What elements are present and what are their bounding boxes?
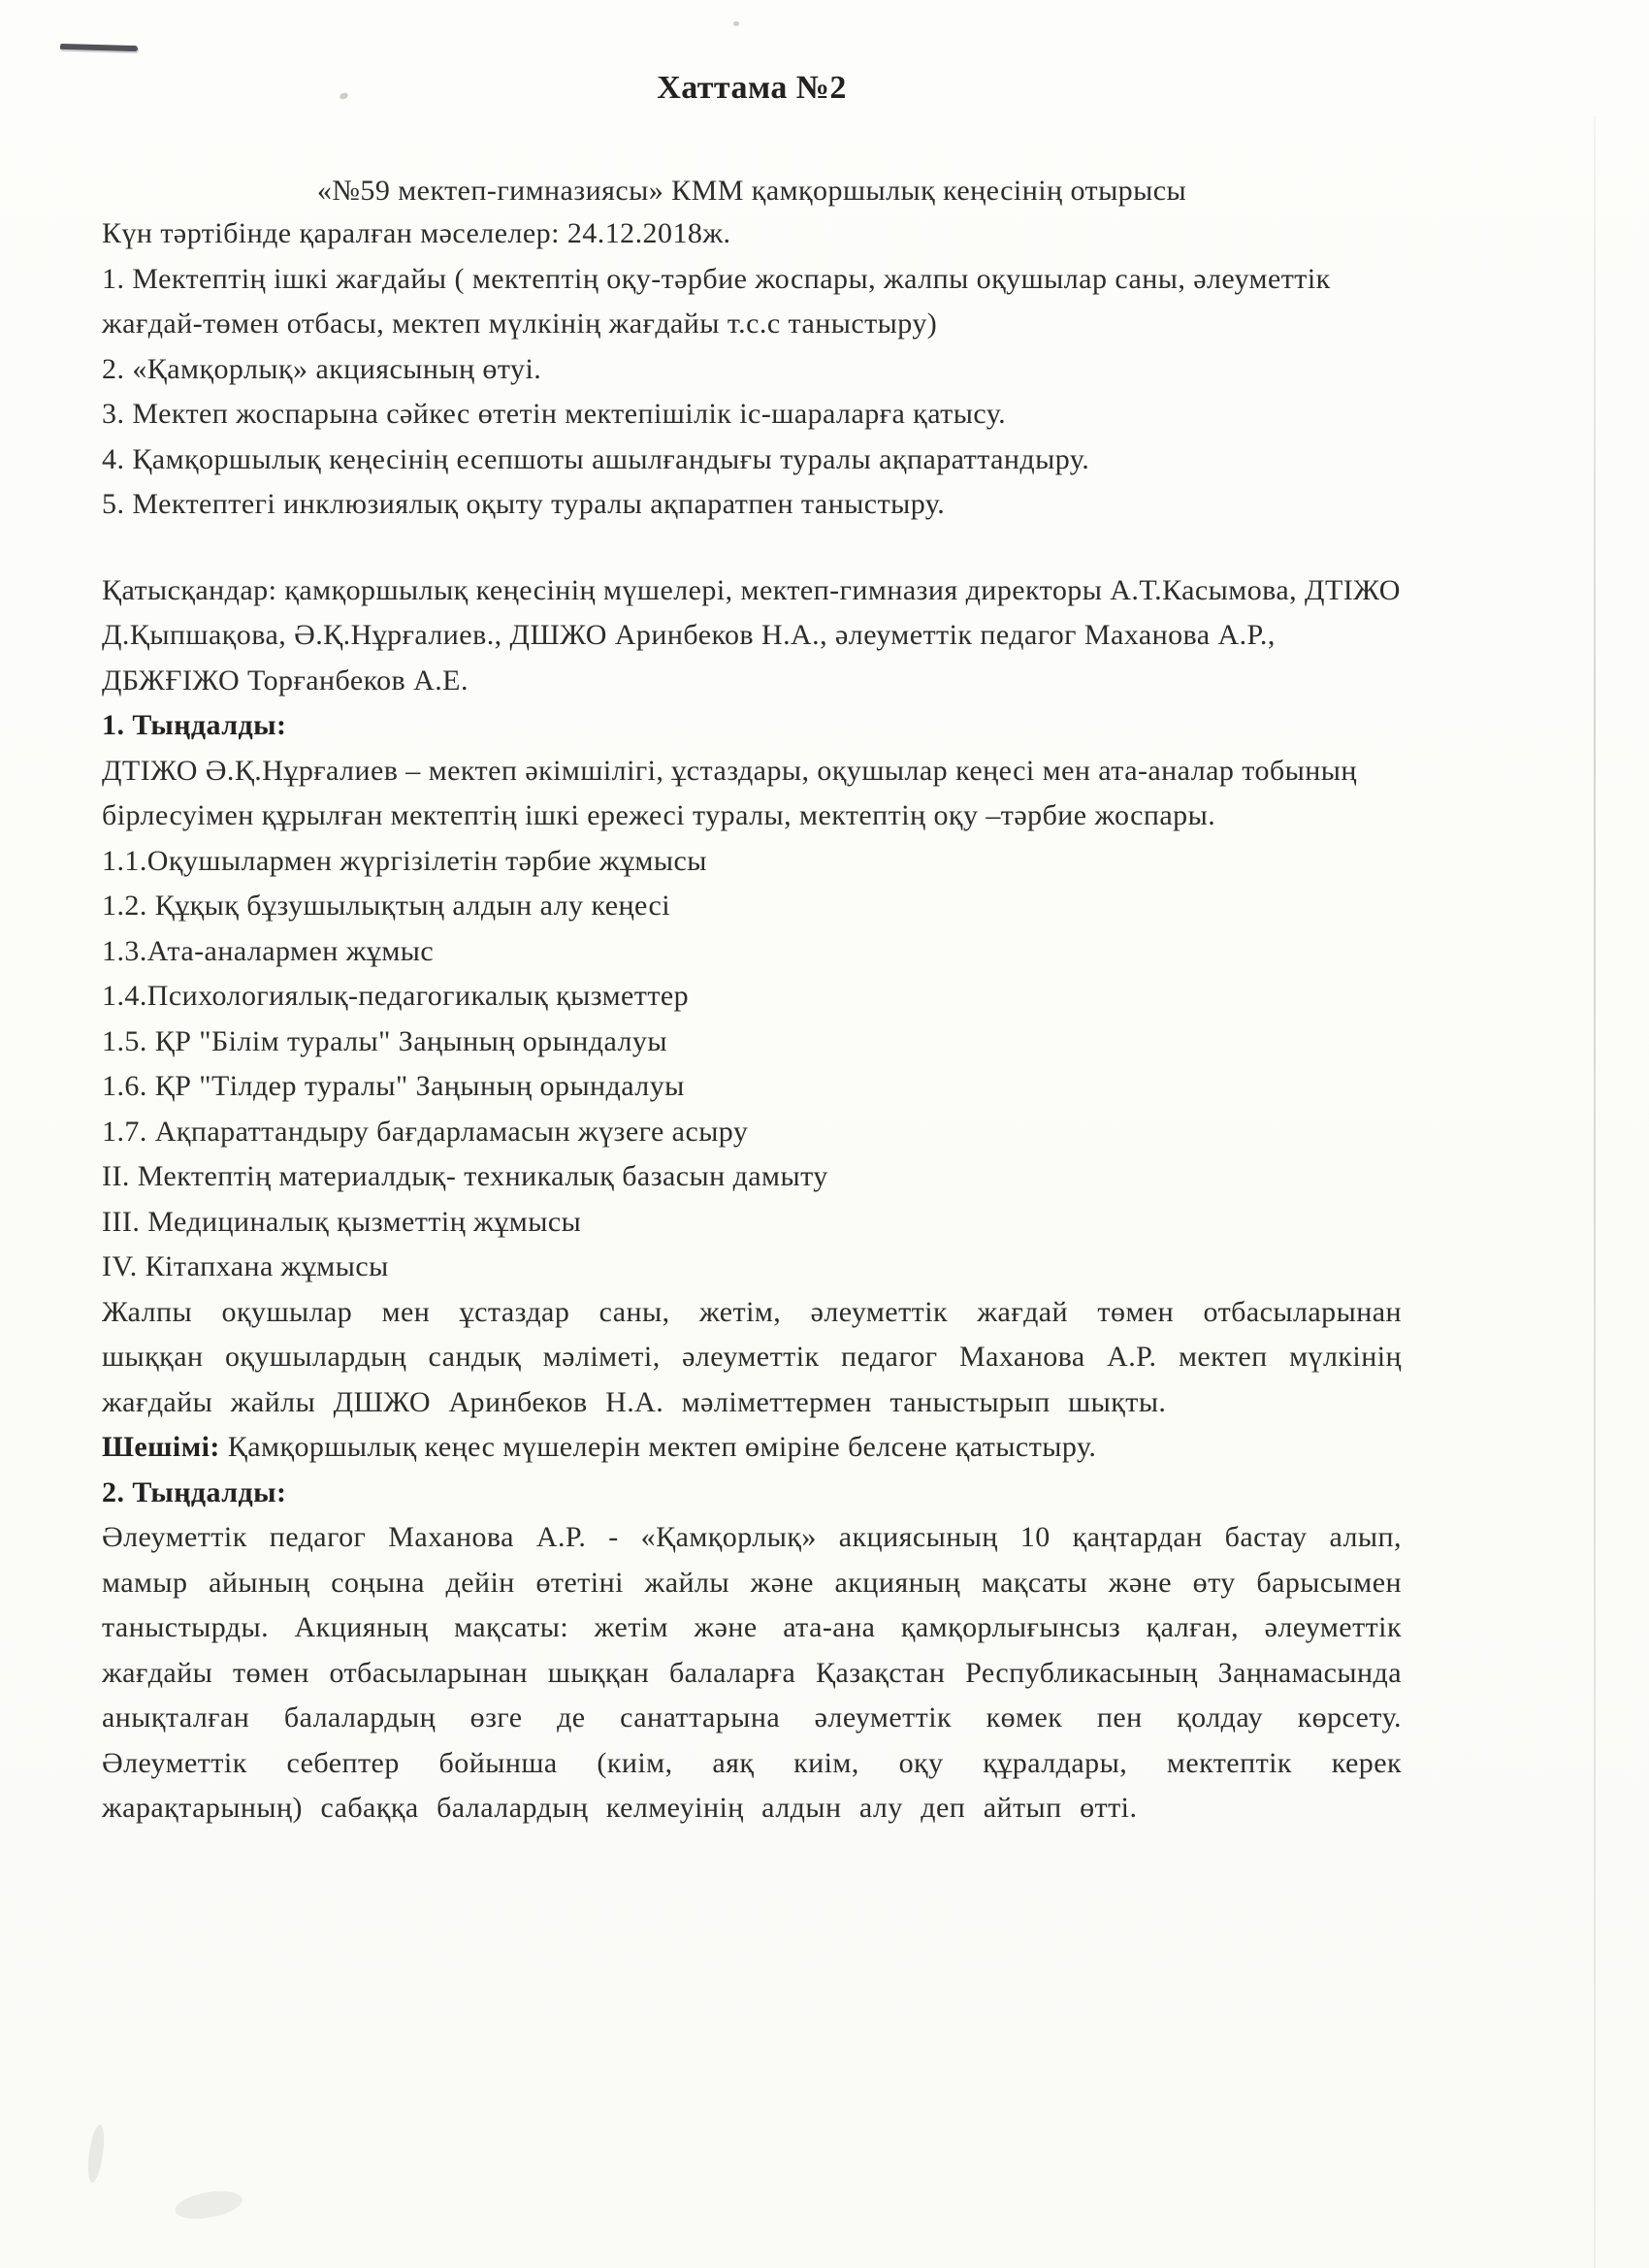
decision-line [102,1425,1402,1471]
list-item: 1.7. Ақпараттандыру бағдарламасын жүзеге асыру [102,1115,749,1148]
list-item: IV. Кітапхана жұмысы [102,1250,389,1282]
scan-smudge [173,2187,243,2223]
list-item: 1.4.Психологиялық-педагогикалық қызметтер [102,980,690,1012]
list-item: 1.1.Оқушылармен жүргізілетін тәрбие жұмысы [102,844,707,877]
section1-heading: 1. Тыңдалды: [102,709,287,741]
section1-intro: ДТІЖО Ә.Қ.Нұрғалиев – мектеп әкімшілігі, ұстаздары, оқушылар кеңесі мен ата-аналар тобының бірлесуімен құрылған мектептің ішкі ережесі туралы, мектептің оқу –тәрбие жоспары. [102,754,1357,831]
decision-text: Қамқоршылық кеңес мүшелерін мектеп өміріне белсене қатыстыру. [227,1431,1097,1463]
section2-body: Әлеуметтік педагог Маханова А.Р. - «Қамқорлық» акциясының 10 қаңтардан бастау алып, мамыр айының соңына дейін өтетіні жайлы және акцияның мақсаты және өту барысымен таныстырды. Акцияның мақсаты: жетім және ата-ана қамқорлығынсыз қалған, әлеуметтік жағдайы төмен отбасыларынан шыққан балаларға Қазақстан Республикасының Заңнамасында анықталған балалардың өзге де санаттарына әлеуметтік көмек пен қолдау көрсету. Әлеуметтік себептер бойынша (киім, аяқ киім, оқу құралдары, мектептік керек жарақтарының) сабаққа балалардың келмеуінің алдын алу деп айтып өтті. [102,1521,1402,1824]
agenda-item: 3. Мектеп жоспарына сәйкес өтетін мектепішілік іс-шараларға қатысу. [102,398,1007,430]
participants-paragraph: Қатысқандар: қамқоршылық кеңесінің мүшелері, мектеп-гимназия директоры А.Т.Касымова, ДТІЖО Д.Қыпшақова, Ә.Қ.Нұрғалиев., ДШЖО Аринбеков Н.А., әлеуметтік педагог Маханова А.Р., ДБЖҒІЖО Торғанбеков А.Е. [102,573,1401,697]
document-body [102,68,1402,1831]
paper-edge-line [1594,116,1596,2268]
agenda-item: 1. Мектептің ішкі жағдайы ( мектептің оқу-тәрбие жоспары, жалпы оқушылар саны, әлеуметтік жағдай-төмен отбасы, мектеп мүлкінің жағдайы т.с.с таныстыру) [102,262,1331,340]
agenda-heading: Күн тәртібінде қаралған мәселелер: 24.12.2018ж. [102,217,731,249]
scan-speck [733,21,739,26]
section1-summary: Жалпы оқушылар мен ұстаздар саны, жетім, әлеуметтік жағдай төмен отбасыларынан шыққан оқушылардың сандық мәліметі, әлеуметтік педагог Маханова А.Р. мектеп мүлкінің жағдайы жайлы ДШЖО Аринбеков Н.А. мәліметтермен таныстырып шықты. [102,1295,1402,1418]
list-item: 1.3.Ата-аналармен жұмыс [102,934,435,967]
document-subtitle: «№59 мектеп-гимназиясы» КММ қамқоршылық кеңесінің отырысы [316,175,1187,207]
scan-smudge [85,2123,107,2183]
document-title: Хаттама №2 [657,70,847,106]
scan-stroke-mark [60,44,138,51]
section2-heading: 2. Тыңдалды: [102,1475,287,1508]
agenda-item: 4. Қамқоршылық кеңесінің есепшоты ашылғандығы туралы ақпараттандыру. [102,442,1090,475]
list-item: II. Мектептің материалдық- техникалық базасын дамыту [102,1160,828,1192]
decision-label: Шешімі: [102,1431,220,1463]
agenda-item: 2. «Қамқорлық» акциясының өтуі. [102,352,542,385]
list-item: 1.6. ҚР "Тілдер туралы" Заңының орындалуы [102,1070,685,1102]
agenda-item: 5. Мектептегі инклюзиялық оқыту туралы ақпаратпен таныстыру. [102,488,946,520]
list-item: III. Медициналық қызметтің жұмысы [102,1205,582,1238]
list-item: 1.5. ҚР "Білім туралы" Заңының орындалуы [102,1024,667,1057]
list-item: 1.2. Құқық бұзушылықтың алдын алу кеңесі [102,890,671,922]
